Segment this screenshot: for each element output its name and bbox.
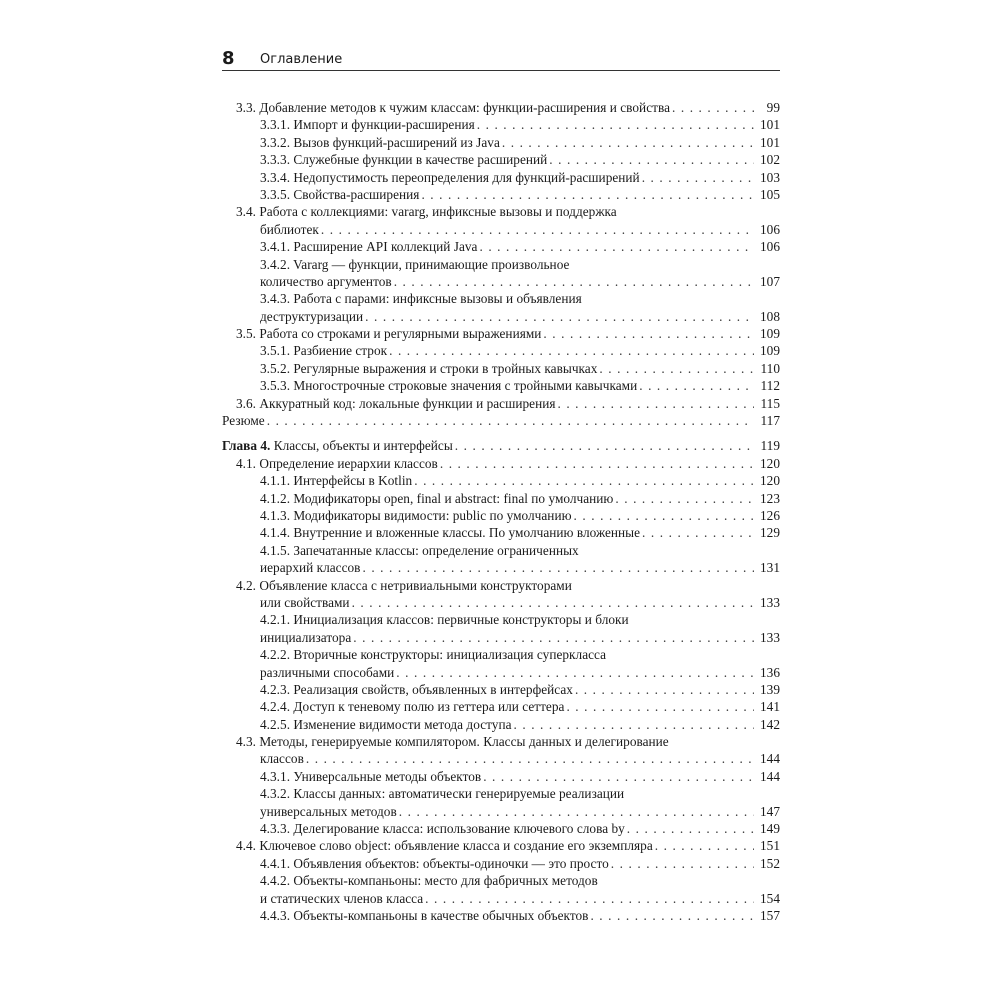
toc-line <box>222 360 780 377</box>
toc-entry-title <box>260 664 394 681</box>
toc-entry-text: 4.1.2. Модификаторы open, final и abstract: final по умолчанию <box>260 490 614 506</box>
toc-page-number: 110 <box>760 360 780 376</box>
toc-entry-text: 3.3.4. Недопустимость переопределения для функций-расширений <box>260 169 640 185</box>
toc-entry-title <box>260 524 640 541</box>
toc-line <box>222 890 780 907</box>
dot-leader <box>362 559 754 576</box>
toc-page-number: 112 <box>760 378 780 394</box>
toc-entry-text: 4.3.3. Делегирование класса: использование ключевого слова by <box>260 821 625 837</box>
toc-page-number: 101 <box>759 117 780 133</box>
toc-page-number: 102 <box>759 152 780 168</box>
toc-subsection-entry[interactable] <box>222 490 780 507</box>
toc-entry-title <box>260 308 363 325</box>
toc-section-entry[interactable] <box>222 837 780 854</box>
toc-section-entry[interactable] <box>222 395 780 412</box>
toc-subsection-entry[interactable] <box>222 542 780 577</box>
toc-line <box>222 221 780 238</box>
toc-page-number: 106 <box>759 221 780 237</box>
toc-section-entry[interactable] <box>222 412 780 429</box>
toc-entry-text: 3.3.1. Импорт и функции-расширения <box>260 117 475 133</box>
toc-entry-text: 4.2.2. Вторичные конструкторы: инициализация суперкласса <box>260 647 607 663</box>
toc-entry-title <box>260 716 512 733</box>
toc-entry-title <box>236 837 653 854</box>
toc-entry-text: 4.3.1. Универсальные методы объектов <box>260 768 482 784</box>
toc-entry-title <box>260 221 319 238</box>
toc-entry-title <box>222 437 453 454</box>
dot-leader <box>321 221 754 238</box>
toc-entry-text: 3.3.2. Вызов функций-расширений из Java <box>260 134 500 150</box>
toc-page-number: 109 <box>759 343 780 359</box>
toc-page-number: 157 <box>759 907 780 923</box>
dot-leader <box>394 273 754 290</box>
toc-line <box>222 907 780 924</box>
toc-entry-title <box>260 377 637 394</box>
page-header <box>222 46 780 72</box>
toc-entry-title <box>260 786 624 801</box>
dot-leader <box>389 342 754 359</box>
toc-subsection-entry[interactable] <box>222 360 780 377</box>
toc-line <box>222 342 780 359</box>
dot-leader <box>396 664 754 681</box>
toc-line <box>222 733 780 750</box>
toc-page-number: 119 <box>760 438 780 454</box>
toc-line <box>222 750 780 767</box>
toc-entry-title <box>260 873 598 888</box>
toc-subsection-entry[interactable] <box>222 377 780 394</box>
toc-entry-text: различными способами <box>260 664 395 680</box>
dot-leader <box>477 116 754 133</box>
toc-entry-title <box>260 681 573 698</box>
toc-page-number: 103 <box>759 169 780 185</box>
toc-line <box>222 664 780 681</box>
toc-entry-title <box>260 151 547 168</box>
dot-leader <box>590 907 754 924</box>
toc-page-number: 126 <box>759 507 780 523</box>
toc-entry-title <box>236 99 670 116</box>
toc-page-number: 139 <box>759 681 780 697</box>
table-of-contents <box>222 99 780 924</box>
toc-line <box>222 698 780 715</box>
toc-page-number: 133 <box>759 629 780 645</box>
toc-page-number: 129 <box>759 525 780 541</box>
toc-line <box>222 325 780 342</box>
toc-section-entry[interactable] <box>222 99 780 116</box>
toc-subsection-entry[interactable] <box>222 524 780 541</box>
toc-entry-text: Классы, объекты и интерфейсы <box>273 438 453 454</box>
toc-chapter-entry[interactable] <box>222 437 780 454</box>
dot-leader <box>502 134 754 151</box>
toc-page-number: 99 <box>766 100 780 115</box>
toc-subsection-entry[interactable] <box>222 507 780 524</box>
toc-entry-text: библиотек <box>260 221 319 237</box>
dot-leader <box>421 186 754 203</box>
toc-entry-text: 4.1.5. Запечатанные классы: определение ограниченных <box>260 542 579 558</box>
toc-page-number: 144 <box>759 751 780 767</box>
toc-subsection-entry[interactable] <box>222 472 780 489</box>
toc-entry-title <box>260 134 500 151</box>
toc-subsection-entry[interactable] <box>222 238 780 255</box>
dot-leader <box>414 472 754 489</box>
toc-line <box>222 134 780 151</box>
toc-page-number: 106 <box>759 239 780 255</box>
toc-line <box>222 99 780 116</box>
toc-line <box>222 273 780 290</box>
toc-entry-text: количество аргументов <box>260 273 392 289</box>
toc-entry-title <box>260 116 475 133</box>
toc-line <box>222 437 780 454</box>
toc-page-number: 105 <box>759 186 780 202</box>
toc-page-number: 120 <box>759 455 780 471</box>
dot-leader <box>642 524 754 541</box>
toc-entry-text: 4.2.5. Изменение видимости метода доступа <box>260 716 512 732</box>
toc-entry-title <box>260 273 392 290</box>
toc-subsection-entry[interactable] <box>222 855 780 872</box>
toc-entry-text: 3.4.1. Расширение API коллекций Java <box>260 239 478 255</box>
toc-entry-text: 3.4.3. Работа с парами: инфиксные вызовы и объявления <box>260 291 582 307</box>
toc-subsection-entry[interactable] <box>222 342 780 359</box>
toc-page-number: 141 <box>759 699 780 715</box>
toc-entry-text: 3.3. Добавление методов к чужим классам: функции-расширения и свойства <box>236 100 670 115</box>
toc-entry-title <box>260 291 582 306</box>
dot-leader <box>574 507 754 524</box>
toc-line <box>222 377 780 394</box>
toc-entry-title <box>260 360 597 377</box>
dot-leader <box>483 768 754 785</box>
toc-line <box>222 646 780 663</box>
toc-subsection-entry[interactable] <box>222 186 780 203</box>
dot-leader <box>627 820 754 837</box>
dot-leader <box>543 325 754 342</box>
dot-leader <box>566 698 754 715</box>
toc-page-number: 109 <box>759 326 780 342</box>
toc-entry-text: 4.2. Объявление класса с нетривиальными конструкторами <box>236 577 572 593</box>
toc-entry-text: Резюме <box>222 413 265 429</box>
dot-leader <box>425 890 754 907</box>
toc-entry-text: универсальных методов <box>260 803 397 819</box>
toc-entry-title <box>236 325 541 342</box>
toc-subsection-entry[interactable] <box>222 646 780 681</box>
dot-leader <box>639 377 754 394</box>
toc-line <box>222 681 780 698</box>
toc-line <box>222 611 780 628</box>
dot-leader <box>672 99 754 116</box>
toc-entry-text: 4.1.1. Интерфейсы в Kotlin <box>260 473 413 489</box>
toc-subsection-entry[interactable] <box>222 134 780 151</box>
toc-line <box>222 594 780 611</box>
toc-entry-text: 4.1. Определение иерархии классов <box>236 455 438 471</box>
toc-section-entry[interactable] <box>222 325 780 342</box>
toc-subsection-entry[interactable] <box>222 698 780 715</box>
dot-leader <box>655 837 754 854</box>
toc-subsection-entry[interactable] <box>222 151 780 168</box>
toc-line <box>222 290 780 307</box>
toc-entry-text: 4.1.3. Модификаторы видимости: public по умолчанию <box>260 507 572 523</box>
toc-entry-title <box>260 750 304 767</box>
running-head-title: Оглавление <box>260 52 343 67</box>
toc-entry-text: или свойствами <box>260 594 350 610</box>
toc-subsection-entry[interactable] <box>222 290 780 325</box>
dot-leader <box>575 681 754 698</box>
toc-entry-text: 4.4.1. Объявления объектов: объекты-одиночки — это просто <box>260 855 609 871</box>
toc-entry-text: инициализатора <box>260 629 352 645</box>
toc-entry-title <box>260 507 572 524</box>
toc-entry-title <box>236 395 555 412</box>
toc-subsection-entry[interactable] <box>222 256 780 291</box>
toc-section-entry[interactable] <box>222 577 780 612</box>
toc-entry-title <box>236 204 617 219</box>
toc-line <box>222 472 780 489</box>
toc-entry-text: иерархий классов <box>260 560 361 576</box>
toc-line <box>222 186 780 203</box>
toc-line <box>222 768 780 785</box>
toc-subsection-entry[interactable] <box>222 907 780 924</box>
toc-page-number: 117 <box>760 413 780 429</box>
dot-leader <box>440 455 754 472</box>
toc-page-number: 108 <box>759 308 780 324</box>
toc-line <box>222 308 780 325</box>
toc-line <box>222 542 780 559</box>
toc-line <box>222 716 780 733</box>
toc-entry-title <box>260 559 360 576</box>
dot-leader <box>353 629 754 646</box>
toc-entry-title <box>260 169 640 186</box>
toc-entry-text: 3.4.2. Vararg — функции, принимающие произвольное <box>260 256 570 272</box>
toc-page-number: 154 <box>759 890 780 906</box>
toc-subsection-entry[interactable] <box>222 116 780 133</box>
header-rule <box>222 70 780 71</box>
toc-page-number: 101 <box>759 134 780 150</box>
dot-leader <box>642 169 754 186</box>
toc-page-number: 107 <box>759 273 780 289</box>
toc-entry-title <box>260 238 477 255</box>
toc-entry-text: 4.3.2. Классы данных: автоматически генерируемые реализации <box>260 786 625 802</box>
toc-entry-title <box>260 803 397 820</box>
toc-subsection-entry[interactable] <box>222 681 780 698</box>
toc-entry-text: 3.5. Работа со строками и регулярными выражениями <box>236 326 542 342</box>
toc-entry-title <box>260 768 481 785</box>
toc-entry-text: 3.5.2. Регулярные выражения и строки в тройных кавычках <box>260 360 598 376</box>
toc-entry-text: 4.2.4. Доступ к теневому полю из геттера или сеттера <box>260 699 565 715</box>
dot-leader <box>549 151 754 168</box>
toc-page-number: 144 <box>759 768 780 784</box>
toc-entry-text: 3.3.5. Свойства-расширения <box>260 186 420 202</box>
dot-leader <box>599 360 754 377</box>
toc-entry-title <box>236 734 669 749</box>
toc-entry-text: 4.4. Ключевое слово object: объявление класса и создание его экземпляра <box>236 838 653 854</box>
toc-line <box>222 872 780 889</box>
toc-entry-title <box>260 490 613 507</box>
toc-line <box>222 203 780 220</box>
toc-line <box>222 524 780 541</box>
toc-page-number: 133 <box>759 594 780 610</box>
toc-subsection-entry[interactable] <box>222 768 780 785</box>
toc-line <box>222 238 780 255</box>
toc-entry-text: 4.4.2. Объекты-компаньоны: место для фабричных методов <box>260 873 598 889</box>
toc-subsection-entry[interactable] <box>222 611 780 646</box>
toc-line <box>222 507 780 524</box>
toc-page-number: 149 <box>759 821 780 837</box>
dot-leader <box>514 716 755 733</box>
toc-line <box>222 151 780 168</box>
toc-subsection-entry[interactable] <box>222 785 780 820</box>
toc-entry-text: 3.3.3. Служебные функции в качестве расширений <box>260 152 548 168</box>
toc-line <box>222 412 780 429</box>
dot-leader <box>399 803 754 820</box>
dot-leader <box>267 412 754 429</box>
toc-line <box>222 559 780 576</box>
toc-entry-title <box>260 342 387 359</box>
dot-leader <box>352 594 754 611</box>
toc-entry-title <box>260 647 606 662</box>
dot-leader <box>611 855 754 872</box>
toc-entry-title <box>260 820 625 837</box>
toc-entry-title <box>236 455 438 472</box>
toc-line <box>222 455 780 472</box>
toc-line <box>222 256 780 273</box>
toc-page-number: 142 <box>759 716 780 732</box>
page-number: 8 <box>222 48 235 69</box>
dot-leader <box>615 490 754 507</box>
toc-entry-title <box>260 472 412 489</box>
toc-page-number: 115 <box>760 395 780 411</box>
chapter-gap <box>222 429 780 437</box>
toc-entry-title <box>260 186 419 203</box>
toc-line <box>222 803 780 820</box>
toc-page-number: 136 <box>759 664 780 680</box>
toc-line <box>222 785 780 802</box>
toc-line <box>222 116 780 133</box>
toc-line <box>222 169 780 186</box>
toc-section-entry[interactable] <box>222 203 780 238</box>
toc-entry-text: классов <box>260 751 304 767</box>
toc-page-number: 152 <box>759 855 780 871</box>
dot-leader <box>479 238 754 255</box>
dot-leader <box>455 437 754 454</box>
toc-entry-title <box>260 257 569 272</box>
toc-entry-title <box>260 855 609 872</box>
toc-line <box>222 490 780 507</box>
dot-leader <box>557 395 754 412</box>
toc-subsection-entry[interactable] <box>222 820 780 837</box>
toc-section-entry[interactable] <box>222 733 780 768</box>
toc-entry-text: 3.5.3. Многострочные строковые значения с тройными кавычками <box>260 378 638 394</box>
toc-entry-title <box>222 412 265 429</box>
toc-page-number: 120 <box>759 473 780 489</box>
toc-page-number: 147 <box>759 803 780 819</box>
toc-entry-title <box>260 594 350 611</box>
toc-subsection-entry[interactable] <box>222 872 780 907</box>
chapter-label: Глава 4. <box>222 438 271 454</box>
toc-entry-text: 3.6. Аккуратный код: локальные функции и расширения <box>236 395 556 411</box>
toc-entry-text: 4.3. Методы, генерируемые компилятором. Классы данных и делегирование <box>236 734 669 750</box>
toc-entry-text: и статических членов класса <box>260 890 424 906</box>
toc-page-number: 123 <box>759 490 780 506</box>
toc-section-entry[interactable] <box>222 455 780 472</box>
toc-entry-title <box>260 907 588 924</box>
toc-page-number: 151 <box>759 838 780 854</box>
toc-entry-text: 4.1.4. Внутренние и вложенные классы. По умолчанию вложенные <box>260 525 641 541</box>
toc-entry-text: 4.2.1. Инициализация классов: первичные конструкторы и блоки <box>260 612 629 628</box>
toc-entry-text: 3.5.1. Разбиение строк <box>260 343 388 359</box>
dot-leader <box>365 308 754 325</box>
toc-line <box>222 395 780 412</box>
toc-subsection-entry[interactable] <box>222 716 780 733</box>
toc-entry-title <box>260 543 579 558</box>
toc-line <box>222 820 780 837</box>
toc-entry-text: 4.2.3. Реализация свойств, объявленных в интерфейсах <box>260 681 573 697</box>
toc-entry-title <box>260 629 351 646</box>
toc-entry-text: деструктуризации <box>260 308 364 324</box>
toc-entry-text: 3.4. Работа с коллекциями: vararg, инфиксные вызовы и поддержка <box>236 204 617 220</box>
toc-entry-text: 4.4.3. Объекты-компаньоны в качестве обычных объектов <box>260 907 589 923</box>
toc-entry-title <box>236 578 572 593</box>
toc-entry-title <box>260 612 629 627</box>
toc-subsection-entry[interactable] <box>222 169 780 186</box>
toc-line <box>222 577 780 594</box>
toc-line <box>222 855 780 872</box>
toc-line <box>222 629 780 646</box>
toc-entry-title <box>260 890 423 907</box>
dot-leader <box>306 750 754 767</box>
toc-entry-title <box>260 698 564 715</box>
toc-page-number: 131 <box>759 560 780 576</box>
toc-line <box>222 837 780 854</box>
